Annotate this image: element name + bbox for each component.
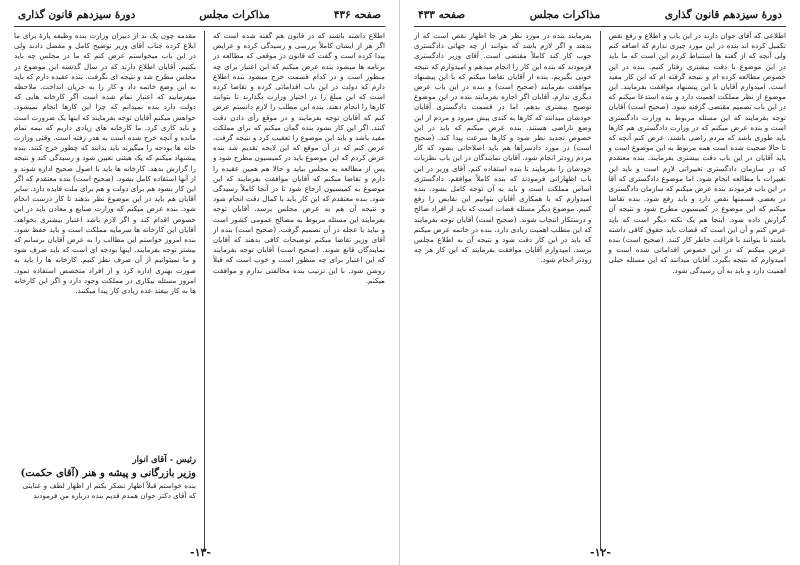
left-page-column-right [213, 31, 385, 551]
left-page-header-title: مذاکرات مجلس [199, 9, 270, 21]
speaker-line: رئیس - آقای انوار [132, 455, 196, 465]
left-page-header [14, 6, 385, 27]
right-page-column-left [414, 31, 592, 551]
left-page-column-left-wrap [14, 31, 196, 551]
column-divider [600, 31, 601, 551]
right-page-number-label: صفحه ۴۳۳ [418, 9, 466, 21]
right-page-columns [414, 31, 786, 551]
column-divider [204, 31, 205, 551]
right-page-column-right [608, 31, 786, 551]
left-page-column-left [14, 31, 196, 449]
right-page-footer-number: -۱۲- [590, 546, 611, 559]
right-page-column-right-text: اطلاعی که آقای جوان دارند در این باب و اطلاع و رفع نقص تکمیل کرده اند بنده در این مورد چیزی ندارم که اضافه کنم ولی آنچه که از گفته ها استنباط کردم این است که ما باید در این موضوع با دقت بیشتری رفتار کنیم. بنده در این خصوص مطالعه کرده ام و نتیجه گرفته ام که این کار مفید است. امیدوارم آقایان با این پیشنهاد موافقت بفرمایند. این موضوع از نظر مملکت اهمیت دارد و بنده استدعا میکنم که در این باب تصمیم مقتضی گرفته شود. (صحیح است) آقایان توجه بفرمایند که این مسئله مربوط به وزارت دادگستری است و بنده عرض میکنم که در وزارت دادگستری هم کارها باید طوری باشد که مردم راضی باشند. عرض کنم آنچه که تا حالا صحبت شده است همه مربوط به این موضوع است و باید آقایان در این باب دقت بیشتری بفرمایند. بنده معتقدم که در سازمان دادگستری تغییراتی لازم است و باید این تغییرات با مطالعه انجام شود. اما موضوع دادگستری که آقا در این باب فرمودند بنده عرض میکنم که سازمان دادگستری در بعضی قسمتها نقص دارد و باید رفع شود. بنده تقاضا میکنم که این موضوع در کمیسیون مطرح شود و نتیجه آن گزارش داده شود. اینجا هم یک نکته دیگر است که باید عرض کنم و آن این است که قضات باید حقوق کافی داشته باشند تا بتوانند با فراغت خاطر کار کنند. (صحیح است) بنده عرض میکنم که در این خصوص اقداماتی شده است و امیدوارم که نتیجه بگیرد. آقایان میدانند که این مسئله خیلی اهمیت دارد و باید به آن رسیدگی شود. [608, 31, 786, 275]
right-page-header [414, 6, 786, 27]
left-page-column-right-text: اطلاع داشته باشند که در قانون هم گفته شده است که اگر هر از ایشان کاملاً بررسی و رسیدگی کرده و عرایض پیدا کرده است و گفت که قانون در موقعی که مطالعه در برنامه ها میشود بنده عرض میکنم که این اعتبار برای چه منظور است و در کدام قسمت خرج میشود بنده اطلاع دارم که دولت در این باب اقداماتی کرده و تقاضا کرده است که این مبلغ را در اختیار وزارت بگذارند تا بتوانند کارها را انجام دهند. بنده این مطلب را لازم دانستم عرض کنم که آقایان توجه بفرمایند و در موقع رأی دادن دقت کنند. اگر این کار بشود بنده گمان میکنم که برای مملکت مفید باشد و باید این موضوع را تعقیب کرد و نتیجه گرفت. عرض کنم که در آن موقع که این لایحه تقدیم شد بنده عرض کردم که این موضوع باید در کمیسیون مطرح شود و پس از مطالعه به مجلس بیاید و حالا هم همین عقیده را دارم و تقاضا میکنم که آقایان موافقت بفرمایند که این موضوع به کمیسیون ارجاع شود تا در آنجا کاملاً رسیدگی شود. بنده معتقدم که این کار باید با کمال دقت انجام شود و نتیجه آن هم به عرض مجلس برسد. آقایان توجه بفرمایند این مسئله مربوط به مصالح عمومی کشور است و نباید با عجله در آن تصمیم گرفت. (صحیح است) بنده از آقای وزیر تقاضا میکنم توضیحات کافی بدهند که آقایان نمایندگان قانع شوند. (صحیح است) آقایان توجه بفرمایند که این اعتبار برای چه منظور است و خوب است که قبلاً روشن شود. با این ترتیب بنده مخالفتی ندارم و موافقت میکنم. [212, 31, 385, 285]
speaker-block [14, 453, 196, 501]
left-page-column-left-text: مقدمه چون یک ند از دبیران وزارت بنده وظیفه پارهٔ برای ما ابلاغ کرده جناب آقای وزیر توضیح کامل و مفصل دادند ولی در این باب میخواستم عرض کنم که ما در مجلس چه باید بکنیم. آقایان اطلاع دارند که در سال گذشته این موضوع در مجلس مطرح شد و نتیجه ای نگرفت. بنده عقیده دارم که باید به این وضع خاتمه داد و کار را به جریان انداخت. ملاحظه میفرمایید که اعتبار تمام شده است اگر کارخانه هایی که دولت دارد بنده نمیدانم که چرا این کارها انجام نمیشود. خواهش میکنم آقایان توجه بفرمایند که اینها یک ضرورت است و باید کاری کرد. ما کارخانه های زیادی داریم که نیمه تمام مانده و آنچه خرج شده است به هدر رفته است. وقتی وزارت خانه ها بودجه را میگیرند باید بدانند که چطور خرج کنند. بنده پیشنهاد میکنم که یک هیئتی تعیین شود و رسیدگی کند و نتیجه را گزارش بدهد. کارخانه ها باید با اصول صحیح اداره شوند و از آنها استفاده کامل بشود. (صحیح است) بنده معتقدم که اگر این کار بشود هم برای دولت و هم برای ملت فایده دارد. سایر آقایان هم باید در این موضوع نظر بدهند تا کار درست انجام شود. بنده عرض میکنم که وزارت صنایع و معادن باید در این خصوص اقدام کند و اگر لازم باشد اعتبار بیشتری بخواهد. آقایان این کارخانه ها سرمایه مملکت است و باید حفظ شود. بنده امروز خواستم این مطالب را به عرض آقایان برسانم که بیشتر توجه بفرمایند. اینها بودجه ای است که باید صرف شود و ما نمیتوانیم از آن صرف نظر کنیم. کارخانه ها را باید به صورت بهتری اداره کرد و از افراد متخصص استفاده نمود. امروز مسئله بیکاری در مملکت وجود دارد و اگر این کارخانه ها به کار بیفتد عده زیادی کار پیدا میکنند. [14, 31, 196, 296]
speaker-text: بنده خواستم قبلاً اظهار تشکر بکنم از اظهار لطف و عنایتی که آقای دکتر جوان همدم قدیم بنده درباره من فرمودند [22, 481, 196, 501]
left-page-columns [14, 31, 385, 551]
left-page-footer-number: -۱۳- [190, 546, 211, 559]
right-page [400, 0, 800, 565]
left-page-number-label: صفحه ۴۳۶ [333, 9, 381, 21]
right-page-column-left-text: بفرمایند بنده در مورد نظر هر جا اظهار نقص است که از بدهند و اگر لازم باشد که بتوانند از چه جهاتی دادگستری خوب کار کند کاملاً مقتضی است. آقای وزیر دادگستری فرمودند که بنده این کار را انجام میدهم و امیدوارم که نتیجه خوبی بگیریم. بنده از آقایان تقاضا میکنم که با این پیشنهاد موافقت بفرمایند (صحیح است) و بنده در این باب عرض دیگری ندارم. آقایان اگر اجازه بفرمایند بنده در این موضوع توضیح بیشتری بدهم. اما در قسمت دادگستری آقایان خودشان میدانند که کارها به کندی پیش میرود و مردم از این وضع ناراضی هستند. بنده عرض میکنم که باید در این خصوص تجدید نظر شود و کارها سرعت پیدا کند. (صحیح است) در مورد دادسراها هم باید اصلاحاتی بشود که کار مردم زودتر انجام شود. آقایان نمایندگان در این باب نظریات خودشان را بفرمایند تا بنده استفاده کنم. آقای وزیر در این باب اظهاراتی فرمودند که بنده کاملاً موافقم. دادگستری اساس مملکت است و باید به آن توجه کامل بشود. بنده امیدوارم که با همکاری آقایان بتوانیم این نقایص را رفع کنیم. موضوع دیگر مسئله قضات است که باید از افراد صالح و درستکار انتخاب شوند. (صحیح است) آقایان توجه بفرمایند که این مطلب اهمیت زیادی دارد. بنده در خاتمه عرض میکنم که باید در این کار دقت شود و نتیجه آن به اطلاع مجلس برسد. امیدوارم آقایان موافقت بفرمایند که این کار هر چه زودتر انجام شود. [414, 31, 592, 265]
right-page-header-title: مذاکرات مجلس [529, 9, 601, 21]
right-page-session-label: دورهٔ سیزدهم قانون گذاری [664, 9, 782, 21]
speaker-title: وزیر بازرگانی و پیشه و هنر (آقای حکمت) [20, 468, 196, 479]
left-page-session-label: دورهٔ سیزدهم قانون گذاری [18, 9, 136, 21]
